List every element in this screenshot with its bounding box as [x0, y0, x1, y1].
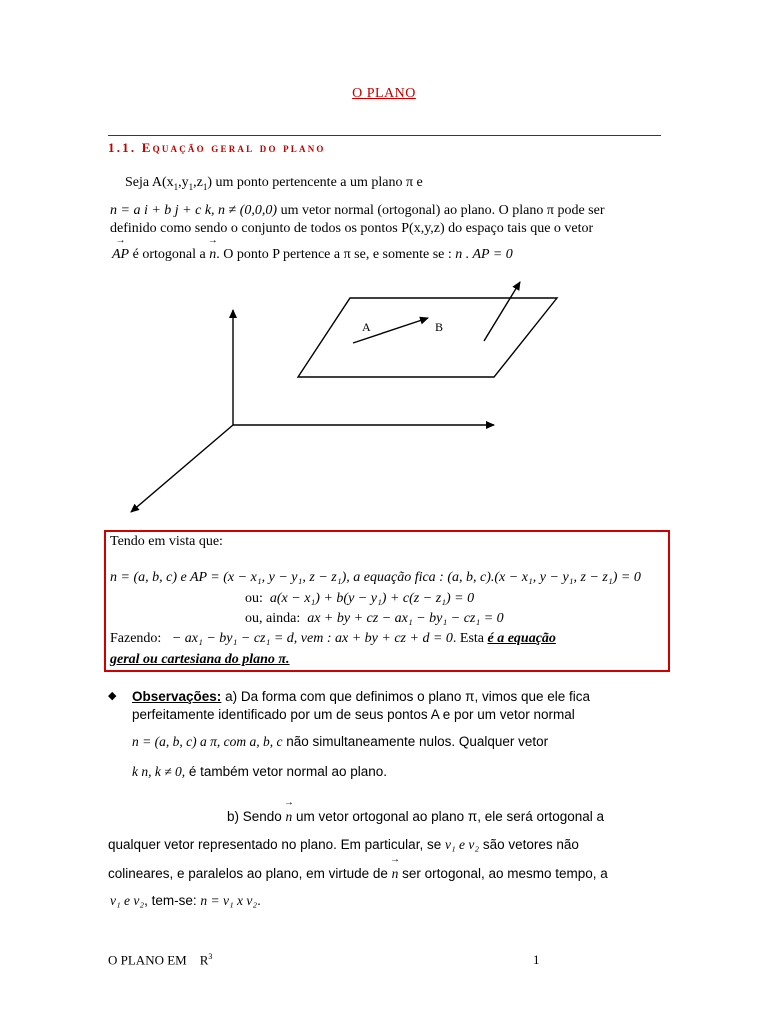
- obs-b-line-3: colineares, e paralelos ao plano, em virtude de → n ser ortogonal, ao mesmo tempo, a: [108, 866, 608, 882]
- box-line-2: n = (a, b, c) e AP = (x − x₁, y − y₁, z − z₁), a equação fica : (a, b, c).(x − x₁, y − y₁, z − z₁) = 0: [110, 570, 641, 585]
- section-title: Equação geral do plano: [141, 140, 326, 155]
- plane-parallelogram: [298, 298, 557, 377]
- box-line-3: ou: a(x − x₁) + b(y − y₁) + c(z − z₁) = 0: [245, 591, 475, 606]
- box-line-6: geral ou cartesiana do plano π.: [110, 652, 290, 667]
- obs-a-line-3: n = (a, b, c) a π, com a, b, c não simultaneamente nulos. Qualquer vetor: [132, 734, 549, 749]
- intro-line-1: Seja $A(x_1,y_1,z_1)$ um ponto pertencente a um plano π e: [125, 175, 423, 192]
- intro-line-4: → AP é ortogonal a → n. O ponto P pertence a π se, e somente se : n . AP = 0: [112, 247, 513, 263]
- obs-b-line-2: qualquer vetor representado no plano. Em particular, se v₁ e v₂ são vetores não: [108, 837, 579, 852]
- box-line-1: Tendo em vista que:: [110, 534, 223, 549]
- box-line-4: ou, ainda: ax + by + cz − ax₁ − by₁ − cz₁ = 0: [245, 611, 504, 626]
- obs-a-line-2: perfeitamente identificado por um de seus pontos A e por um vetor normal: [132, 707, 575, 722]
- bullet-icon: ◆: [108, 690, 117, 702]
- page-title: O PLANO: [352, 86, 416, 101]
- normal-vector-formula: n = a i + b j + c k, n ≠ (0,0,0): [110, 203, 278, 218]
- intro-line-2: n = a i + b j + c k, n ≠ (0,0,0) um vetor normal (ortogonal) ao plano. O plano π pode ser: [110, 203, 605, 218]
- point-a-label: A: [362, 320, 371, 334]
- axis-x: [131, 425, 233, 512]
- intro-line-3: definido como sendo o conjunto de todos os pontos P(x,y,z) do espaço tais que o vetor: [110, 221, 594, 236]
- point-b-label: B: [435, 320, 444, 334]
- obs-b-line-1: b) Sendo → n um vetor ortogonal ao plano π, ele será ortogonal a: [227, 809, 604, 825]
- box-line-5: Fazendo: − ax₁ − by₁ − cz₁ = d, vem : ax + by + cz + d = 0. Esta é a equação: [110, 631, 556, 646]
- section-number: 1.1.: [108, 140, 137, 155]
- normal-vector-arrow: [484, 282, 520, 341]
- page-number: 1: [533, 952, 540, 967]
- obs-a-line-1: Observações: a) Da forma com que definimos o plano π, vimos que ele fica: [132, 689, 591, 704]
- footer-label: O PLANO EM $R^3$: [108, 952, 213, 968]
- orthogonality-condition: n . AP = 0: [455, 247, 513, 262]
- obs-b-line-4: v₁ e v₂, tem-se: n = v₁ x v₂.: [110, 893, 261, 908]
- obs-a-line-4: k n, k ≠ 0, é também vetor normal ao plano.: [132, 764, 388, 779]
